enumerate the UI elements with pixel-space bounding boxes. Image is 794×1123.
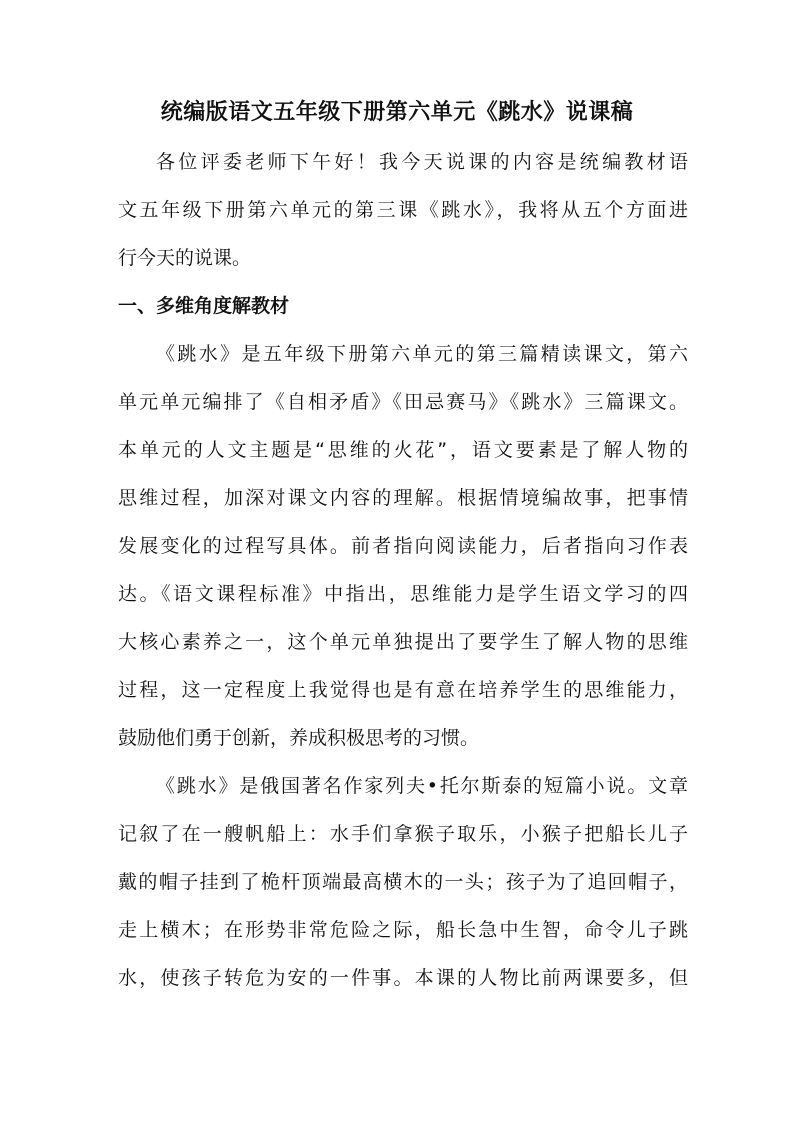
- paragraph-line: 《跳水》是俄国著名作家列夫•托尔斯泰的短篇小说。文章: [156, 775, 688, 797]
- paragraph-line: 思维过程，加深对课文内容的理解。根据情境编故事，把事情: [118, 487, 688, 509]
- body-paragraph: [118, 330, 688, 762]
- paragraph-line: 发展变化的过程写具体。前者指向阅读能力，后者指向习作表: [118, 535, 688, 557]
- paragraph-line: 达。《语文课程标准》中指出，思维能力是学生语文学习的四: [118, 583, 688, 605]
- paragraph-line: 大核心素养之一，这个单元单独提出了要学生了解人物的思维: [118, 631, 688, 653]
- paragraph-line: 单元单元编排了《自相矛盾》《田忌赛马》《跳水》三篇课文。: [118, 391, 688, 413]
- paragraph-line: 各位评委老师下午好！我今天说课的内容是统编教材语: [156, 151, 688, 173]
- paragraph-line: 鼓励他们勇于创新，养成积极思考的习惯。: [118, 727, 480, 749]
- paragraph-line: 过程，这一定程度上我觉得也是有意在培养学生的思维能力，: [118, 679, 688, 701]
- paragraph-line: 走上横木；在形势非常危险之际，船长急中生智，命令儿子跳: [118, 919, 688, 941]
- paragraph-line: 《跳水》是五年级下册第六单元的第三篇精读课文，第六: [156, 343, 688, 365]
- paragraph-line: 戴的帽子挂到了桅杆顶端最高横木的一头；孩子为了追回帽子，: [118, 871, 688, 893]
- document-title: 统编版语文五年级下册第六单元《跳水》说课稿: [160, 99, 634, 125]
- paragraph-line: 水，使孩子转危为安的一件事。本课的人物比前两课要多，但: [118, 967, 688, 989]
- section-heading: 一、多维角度解教材: [118, 295, 290, 317]
- paragraph-line: 记叙了在一艘帆船上：水手们拿猴子取乐，小猴子把船长儿子: [118, 823, 688, 845]
- paragraph-line: 行今天的说课。: [118, 247, 252, 269]
- intro-paragraph: [118, 138, 688, 282]
- paragraph-line: 文五年级下册第六单元的第三课《跳水》，我将从五个方面进: [118, 199, 688, 221]
- body-paragraph: [118, 762, 688, 1002]
- paragraph-line: 本单元的人文主题是“思维的火花”，语文要素是了解人物的: [118, 439, 688, 461]
